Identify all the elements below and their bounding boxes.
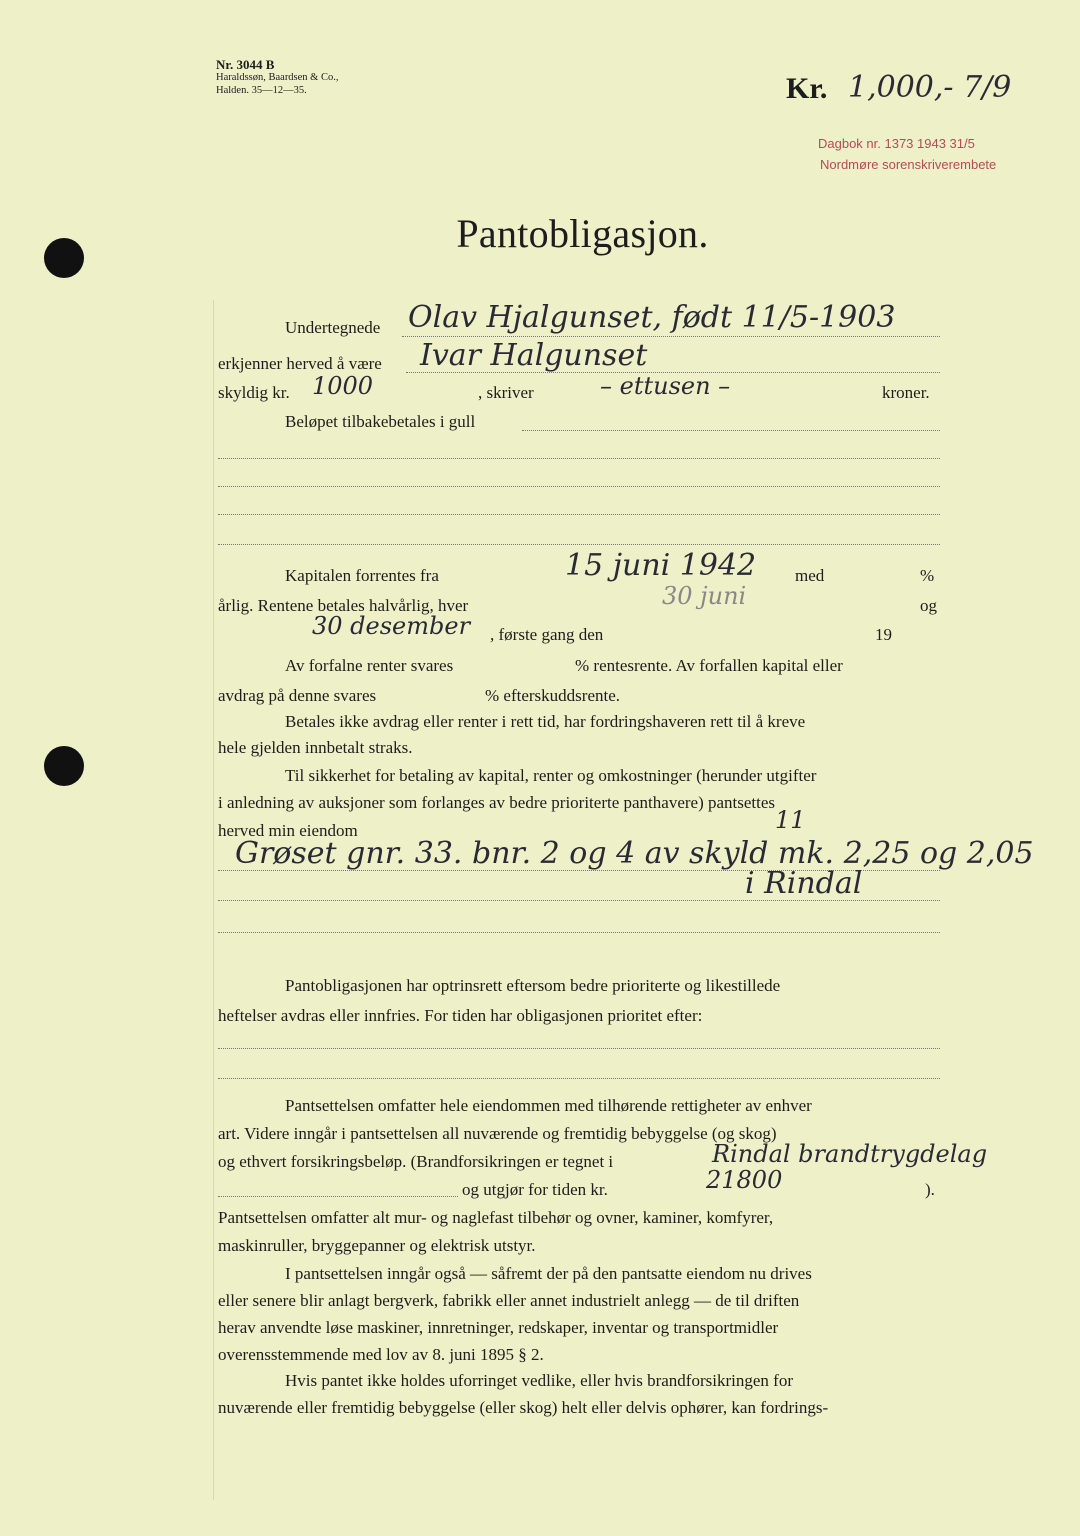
kr-label: Kr. (786, 72, 828, 105)
year-prefix: 19 (875, 625, 892, 644)
desember-value: 30 desember (312, 612, 471, 640)
belopet-dotline (522, 430, 940, 431)
skyldig-value: 1000 (312, 372, 374, 400)
eiendom-dotline-3 (218, 932, 940, 933)
blank-line-1 (218, 458, 940, 459)
bergverk-line1: I pantsettelsen inngår også — såfremt der på den pantsatte eiendom nu drives (285, 1264, 812, 1283)
belopet-text: Beløpet tilbakebetales i gull (285, 412, 476, 431)
kapitalen-label: Kapitalen forrentes fra (285, 566, 439, 585)
omfatter-line2: art. Videre inngår i pantsettelsen all nuværende og fremtidig bebyggelse (og skog) (218, 1124, 777, 1143)
kroner-label: kroner. (882, 383, 930, 402)
form-number: Nr. 3044 B (216, 57, 275, 72)
stamp-dagbok: Dagbok nr. 1373 1943 31/5 (818, 136, 975, 151)
optrinsrett-line1: Pantobligasjonen har optrinsrett eftersom bedre prioriterte og likestillede (285, 976, 781, 995)
hvis-line2: nuværende eller fremtidig bebyggelse (eller skog) helt eller delvis ophører, kan fordrings- (218, 1398, 829, 1417)
punch-hole-middle (44, 746, 84, 786)
efterskudd-text: % efterskuddsrente. (485, 686, 621, 705)
arlig-text: årlig. Rentene betales halvårlig, hver (218, 596, 469, 615)
sikkerhet-line1: Til sikkerhet for betaling av kapital, renter og omkostninger (herunder utgifter (285, 766, 817, 785)
printer-imprint (216, 58, 338, 97)
undertegnede-label: Undertegnede (285, 318, 381, 337)
document-title: Pantobligasjon. (456, 211, 709, 256)
mur-line1: Pantsettelsen omfatter alt mur- og naglefast tilbehør og ovner, kaminer, komfyrer, (218, 1208, 774, 1227)
margin-rule (213, 300, 214, 1500)
percent-sign: % (920, 566, 935, 585)
hvis-line1: Hvis pantet ikke holdes uforringet vedlike, eller hvis brandforsikringen for (285, 1371, 793, 1390)
stamp-office: Nordmøre sorenskriverembete (820, 157, 997, 172)
forste-gang-label: , første gang den (490, 625, 604, 644)
printer-line2: Halden. 35—12—35. (216, 85, 307, 96)
betales-line2: hele gjelden innbetalt straks. (218, 738, 413, 757)
eiendom-line1: Grøset gnr. 33. bnr. 2 og 4 av skyld mk. 2,25 og 2,05 (235, 836, 1034, 871)
undertegnede-value: Olav Hjalgunset, født 11/5-1903 (408, 300, 896, 335)
prioritet-dotline-2 (218, 1078, 940, 1079)
bergverk-line4: overensstemmende med lov av 8. juni 1895 § 2. (218, 1345, 544, 1364)
av-forfalne-text: Av forfalne renter svares (285, 656, 454, 675)
eiendom-dotline-2 (218, 900, 940, 901)
undertegnede-dotline (402, 336, 940, 337)
blank-line-2 (218, 486, 940, 487)
kr-amount: 1,000,- 7/9 (848, 70, 1012, 105)
mur-line2: maskinruller, bryggepanner og elektrisk utstyr. (218, 1236, 536, 1255)
med-label: med (795, 566, 825, 585)
skriver-value: – ettusen – (600, 372, 731, 400)
erkjenner-value: Ivar Halgunset (420, 338, 648, 373)
kapitalen-value: 15 juni 1942 (565, 548, 757, 583)
prioritet-dotline-1 (218, 1048, 940, 1049)
og-label: og (920, 596, 937, 615)
blank-line-3 (218, 514, 940, 515)
skriver-label: , skriver (478, 383, 534, 402)
optrinsrett-line2: heftelser avdras eller innfries. For tiden har obligasjonen prioritet efter: (218, 1006, 703, 1025)
close-paren: ). (925, 1180, 935, 1199)
bergverk-line3: herav anvendte løse maskiner, innretninger, redskaper, inventar og transportmidler (218, 1318, 779, 1337)
omfatter-line1: Pantsettelsen omfatter hele eiendommen med tilhørende rettigheter av enhver (285, 1096, 812, 1115)
rentesrente-text: % rentesrente. Av forfallen kapital eller (575, 656, 843, 675)
omfatter-line3: og ethvert forsikringsbeløp. (Brandforsikringen er tegnet i (218, 1152, 614, 1171)
utgjor-dotline-left (218, 1196, 458, 1197)
eiendom-mark: 11 (775, 806, 806, 834)
betales-line1: Betales ikke avdrag eller renter i rett tid, har fordringshaveren rett til å kreve (285, 712, 806, 731)
utgjor-label: og utgjør for tiden kr. (462, 1180, 608, 1199)
skyldig-label: skyldig kr. (218, 383, 290, 402)
avdrag-text: avdrag på denne svares (218, 686, 377, 705)
sikkerhet-line2: i anledning av auksjoner som forlanges av bedre prioriterte panthavere) pantsettes (218, 793, 776, 812)
sikkerhet-line3: herved min eiendom (218, 821, 358, 840)
erkjenner-label: erkjenner herved å være (218, 354, 382, 373)
printer-line1: Haraldssøn, Baardsen & Co., (216, 72, 339, 83)
brand-value: Rindal brandtrygdelag (712, 1140, 988, 1168)
blank-line-4 (218, 544, 940, 545)
bergverk-line2: eller senere blir anlagt bergverk, fabrikk eller annet industrielt anlegg — de til driften (218, 1291, 800, 1310)
hver-value: 30 juni (662, 582, 747, 610)
utgjor-value: 21800 (706, 1166, 783, 1194)
eiendom-line2: i Rindal (745, 866, 863, 901)
